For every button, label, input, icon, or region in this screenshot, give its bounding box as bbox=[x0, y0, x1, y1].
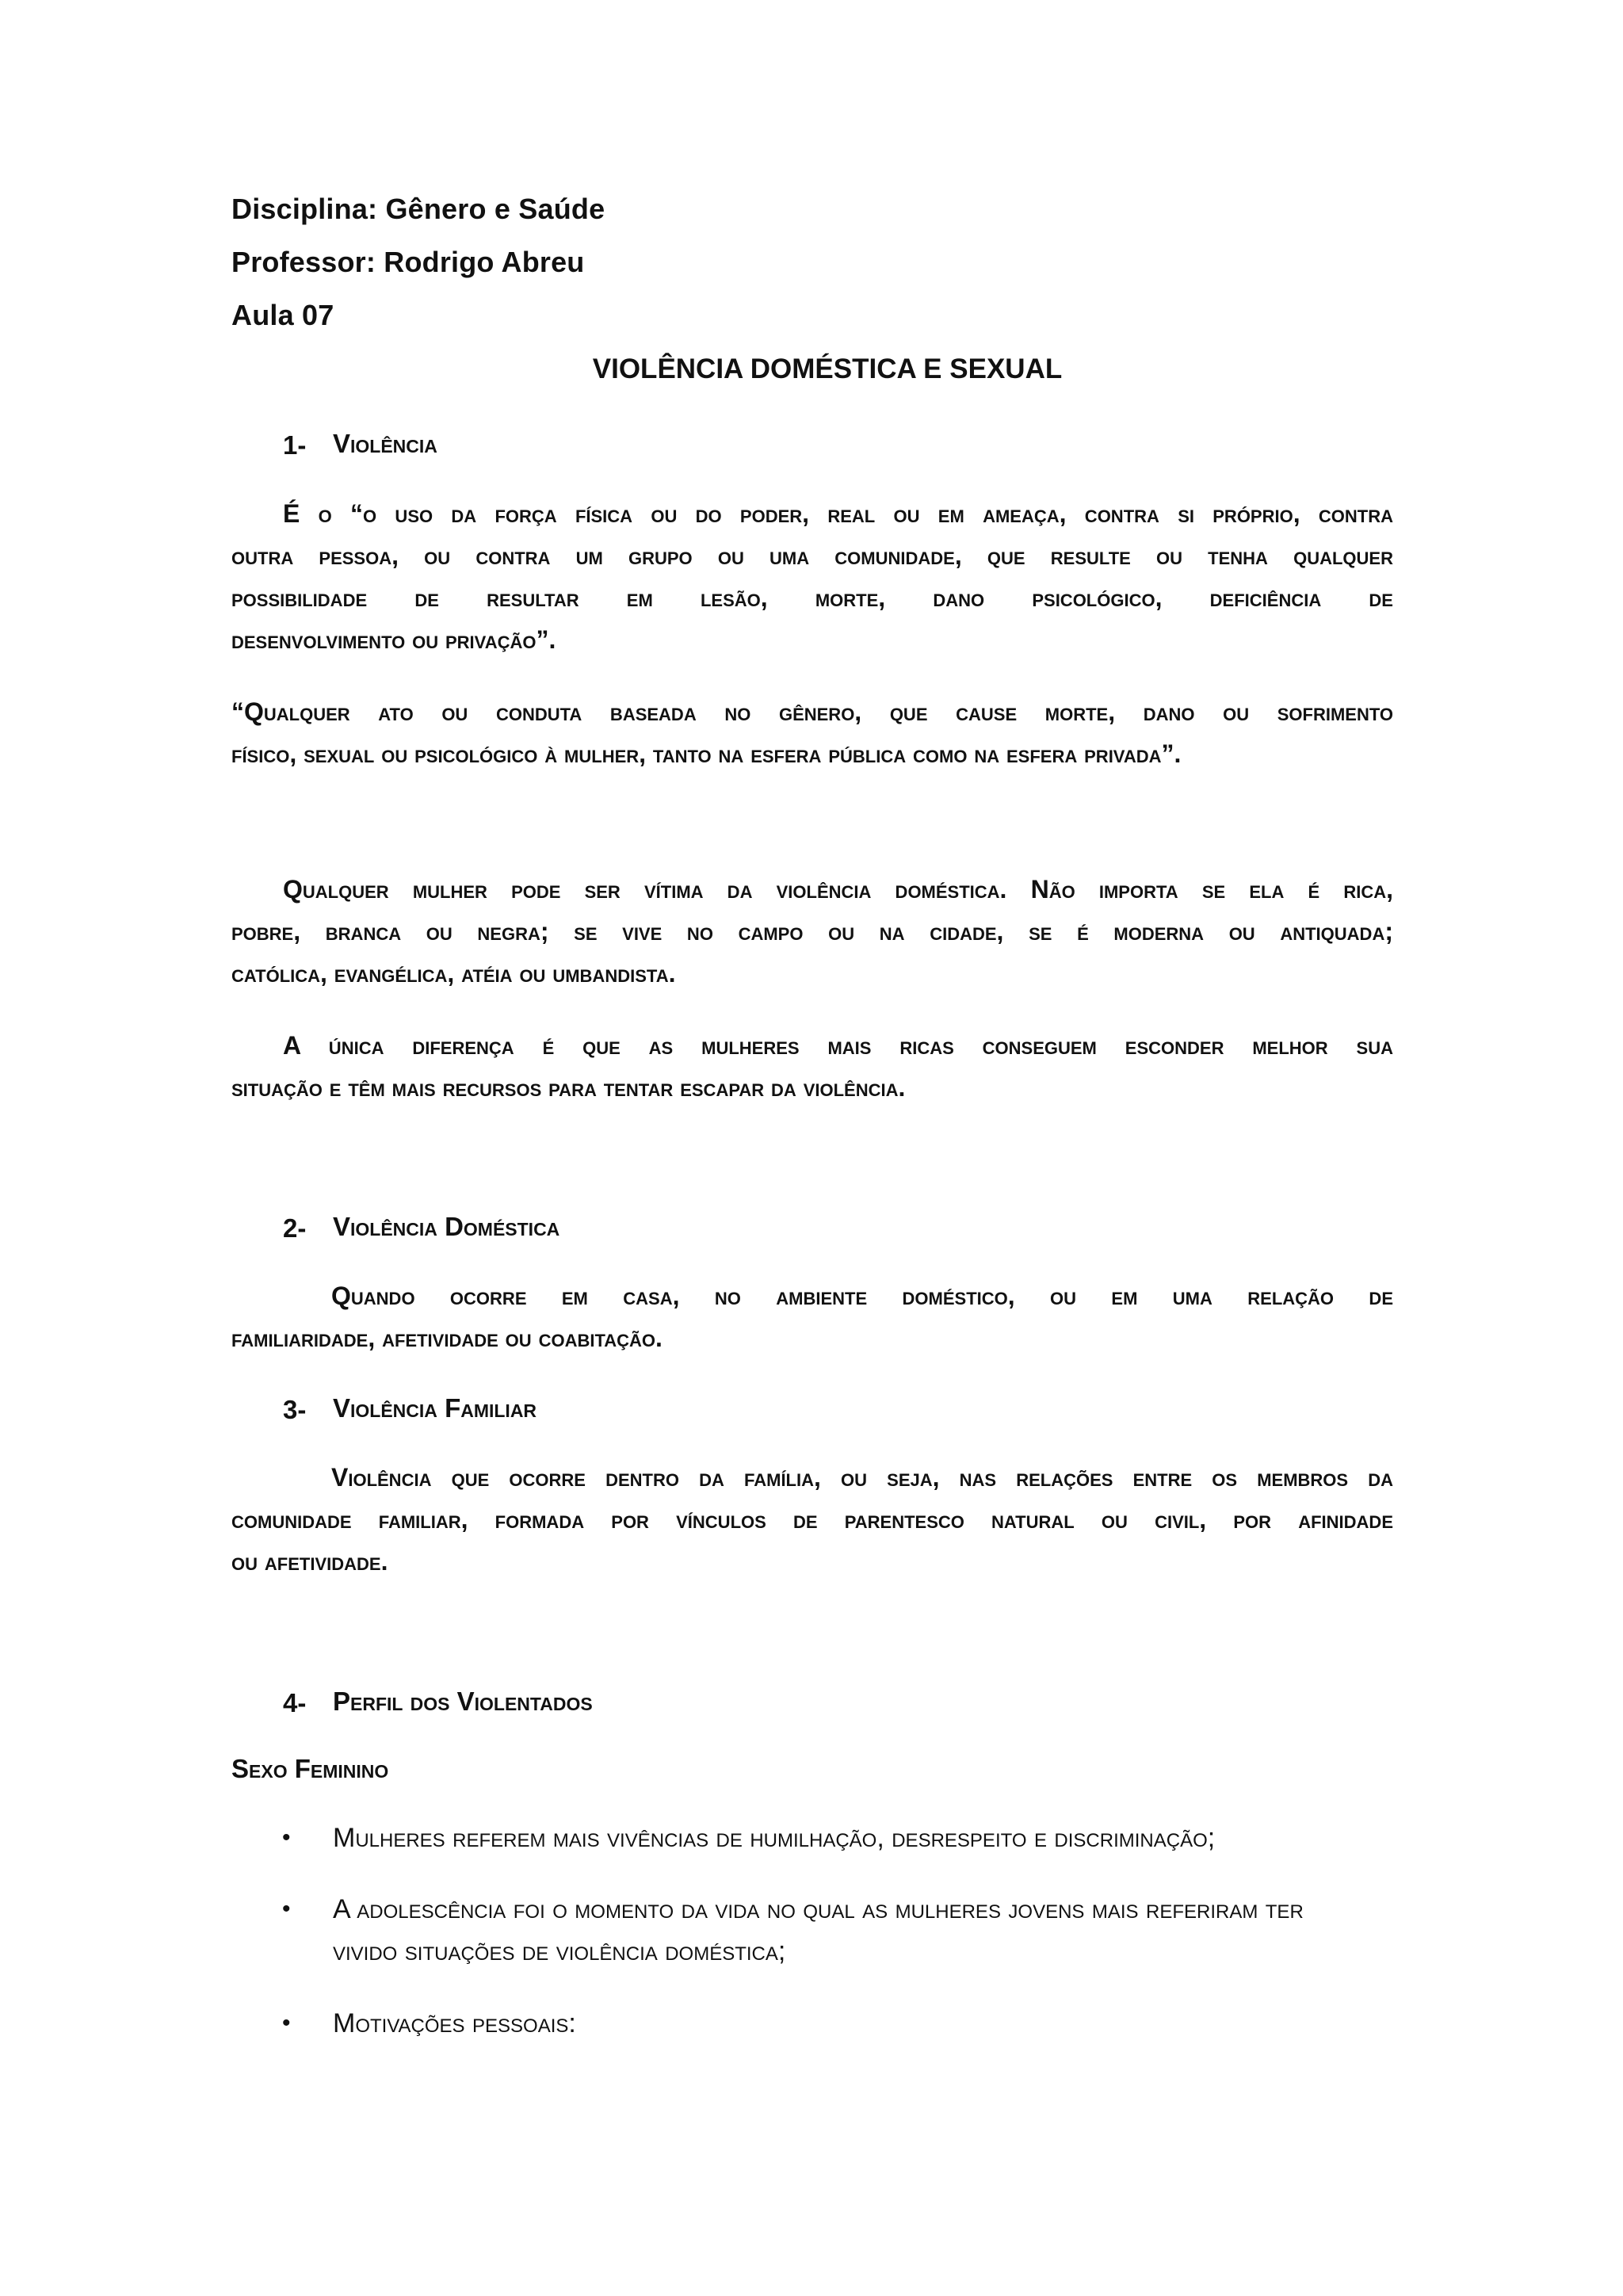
section1-para1-line: possibilidade de resultar em lesão, morte, dano psicológico, deficiência de bbox=[231, 583, 1393, 612]
section1-para4-line: situação e têm mais recursos para tentar escapar da violência. bbox=[231, 1073, 906, 1102]
section2-number: 2- bbox=[283, 1213, 307, 1243]
bullet-item-text: A adolescência foi o momento da vida no qual as mulheres jovens mais referiram ter bbox=[333, 1894, 1304, 1924]
section3-para-line: Violência que ocorre dentro da família, ou seja, nas relações entre os membros da bbox=[331, 1463, 1393, 1492]
section1-para1-line: outra pessoa, ou contra um grupo ou uma comunidade, que resulte ou tenha qualquer bbox=[231, 541, 1393, 570]
section1-para1-line: É o “o uso da força física ou do poder, real ou em ameaça, contra si próprio, contra bbox=[283, 499, 1393, 528]
section1-para3-line: pobre, branca ou negra; se vive no campo ou na cidade, se é moderna ou antiquada; bbox=[231, 917, 1393, 946]
page-title: VIOLÊNCIA DOMÉSTICA E SEXUAL bbox=[592, 353, 1063, 384]
bullet-marker: • bbox=[282, 1824, 291, 1851]
section1-number: 1- bbox=[283, 430, 307, 460]
section2-para-line: Quando ocorre em casa, no ambiente doméstico, ou em uma relação de bbox=[331, 1282, 1393, 1310]
discipline-line: Disciplina: Gênero e Saúde bbox=[231, 193, 605, 225]
section1-para2-line: físico, sexual ou psicológico à mulher, tanto na esfera pública como na esfera privada”. bbox=[231, 739, 1182, 768]
section4-subheading: Sexo Feminino bbox=[231, 1754, 389, 1783]
section4-heading: Perfil dos Violentados bbox=[333, 1687, 593, 1716]
section2-para-line: familiaridade, afetividade ou coabitação. bbox=[231, 1324, 663, 1352]
bullet-item-text: Motivações pessoais: bbox=[333, 2008, 576, 2038]
professor-line: Professor: Rodrigo Abreu bbox=[231, 246, 585, 278]
bullet-marker: • bbox=[282, 2010, 291, 2036]
bullet-item-text: Mulheres referem mais vivências de humilhação, desrespeito e discriminação; bbox=[333, 1823, 1216, 1853]
section4-number: 4- bbox=[283, 1688, 307, 1717]
section1-para2-line: “Qualquer ato ou conduta baseada no gênero, que cause morte, dano ou sofrimento bbox=[231, 697, 1393, 726]
section1-heading: Violência bbox=[333, 429, 437, 458]
section1-para1-line: desenvolvimento ou privação”. bbox=[231, 625, 556, 654]
section3-para-line: ou afetividade. bbox=[231, 1547, 388, 1576]
bullet-item-text: vivido situações de violência doméstica; bbox=[333, 1936, 786, 1966]
section3-number: 3- bbox=[283, 1395, 307, 1424]
bullet-marker: • bbox=[282, 1896, 291, 1922]
section1-para4-line: A única diferença é que as mulheres mais ricas conseguem esconder melhor sua bbox=[283, 1031, 1393, 1060]
section1-para3-line: católica, evangélica, atéia ou umbandista. bbox=[231, 959, 676, 988]
section2-heading: Violência Doméstica bbox=[333, 1212, 560, 1241]
lesson-line: Aula 07 bbox=[231, 299, 334, 331]
section3-para-line: comunidade familiar, formada por vínculos de parentesco natural ou civil, por afinidade bbox=[231, 1505, 1393, 1534]
section3-heading: Violência Familiar bbox=[333, 1393, 537, 1423]
section1-para3-line: Qualquer mulher pode ser vítima da violência doméstica. Não importa se ela é rica, bbox=[283, 875, 1393, 904]
